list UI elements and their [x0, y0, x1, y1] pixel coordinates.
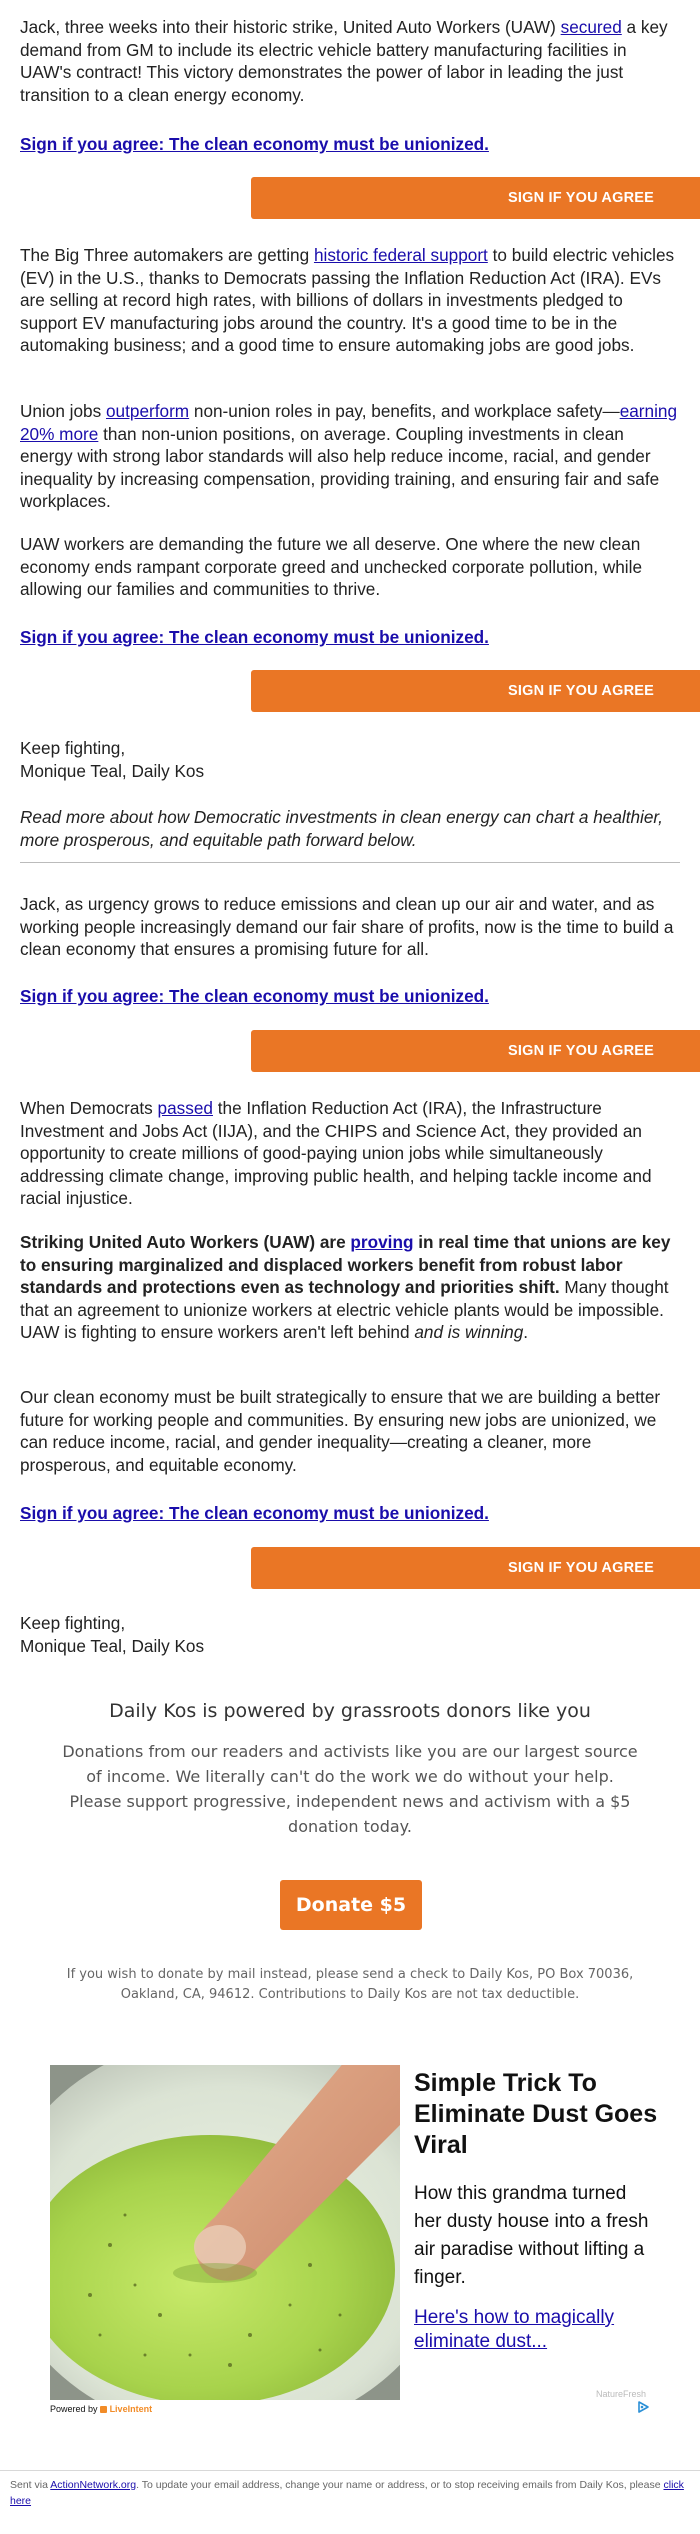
text: Jack, three weeks into their historic strike, United Auto Workers (UAW): [20, 17, 561, 37]
proving-link[interactable]: proving: [350, 1232, 414, 1252]
actionnetwork-link[interactable]: ActionNetwork.org: [50, 2479, 137, 2491]
text: the Inflation Reduction Act (IRA), the Infrastructure Investment and Jobs Act (IIJA), and the CHIPS and Science Act, they provided an opportunity to create millions of good-paying union jobs while simultaneously addressing climate change, improving public health, and helping tackle income and racial injustice.: [20, 1098, 652, 1208]
secured-link[interactable]: secured: [560, 17, 622, 37]
sign-link[interactable]: Sign if you agree: The clean economy must be unionized.: [20, 627, 489, 647]
sign-button[interactable]: SIGN IF YOU AGREE: [251, 670, 700, 712]
ad-title[interactable]: Simple Trick To Eliminate Dust Goes Viral: [414, 2069, 658, 2159]
signoff-name: Monique Teal, Daily Kos: [20, 1635, 205, 1656]
text: The Big Three automakers are getting: [20, 245, 314, 265]
donate-button[interactable]: Donate $5: [280, 1880, 422, 1930]
uaw-future-paragraph: UAW workers are demanding the future we all deserve. One where the new clean economy ends rampant corporate greed and unchecked corporate pollution, while allowing our families and communities to thrive.: [20, 534, 642, 599]
signoff-name: Monique Teal, Daily Kos: [20, 760, 205, 781]
sign-link[interactable]: Sign if you agree: The clean economy must be unionized.: [20, 1503, 489, 1523]
sign-button[interactable]: SIGN IF YOU AGREE: [251, 177, 700, 219]
sign-button[interactable]: SIGN IF YOU AGREE: [251, 1030, 700, 1072]
unsubscribe-link[interactable]: click here: [10, 2479, 684, 2507]
democrats-paragraph: [20, 1097, 680, 1210]
text: Powered by: [50, 2404, 98, 2414]
strategic-paragraph: Our clean economy must be built strategically to ensure that we are building a better future for working people and communities. By ensuring new jobs are unionized, we can reduce income, racial, and gender inequality—creating a cleaner, more prosperous, and equitable economy.: [20, 1387, 661, 1475]
ad-link[interactable]: Here's how to magically eliminate dust...: [414, 2307, 615, 2352]
passed-link[interactable]: passed: [157, 1098, 213, 1118]
signoff: [20, 737, 680, 782]
powered-by: [50, 2404, 152, 2414]
sign-button[interactable]: SIGN IF YOU AGREE: [251, 1547, 700, 1589]
striking-paragraph: [20, 1231, 680, 1344]
text: in real time that unions are key to ensuring marginalized and displaced workers benefit from robust labor standards and protections even as technology and priorities shift.: [20, 1232, 671, 1297]
text: non-union roles in pay, benefits, and workplace safety—: [189, 401, 620, 421]
mail-note: If you wish to donate by mail instead, please send a check to Daily Kos, PO Box 70036, Oakland, CA, 94612. Contributions to Daily Kos are not tax deductible.: [66, 1967, 634, 2002]
text: When Democrats: [20, 1098, 158, 1118]
text: . To update your email address, change your name or address, or to stop receiving emails from Daily Kos, please: [136, 2479, 664, 2491]
outperform-link[interactable]: outperform: [106, 401, 190, 421]
footer: [10, 2477, 690, 2509]
text: Many thought that an agreement to unionize workers at electric vehicle plants would be impossible. UAW is fighting to ensure workers aren't left behind: [20, 1277, 669, 1342]
read-more-note: Read more about how Democratic investments in clean energy can chart a healthier, more prosperous, and equitable path forward below.: [20, 807, 663, 850]
historic-federal-support-link[interactable]: historic federal support: [313, 245, 488, 265]
signoff-line: Keep fighting,: [20, 738, 126, 758]
text: Union jobs: [20, 401, 106, 421]
ad-image[interactable]: [50, 2065, 400, 2400]
signoff: [20, 1612, 680, 1657]
text: to build electric vehicles (EV) in the U.S., thanks to Democrats passing the Inflation Reduction Act (IRA). EVs are selling at record high rates, with billions of dollars in investments pledged to support EV manufacturing jobs around the country. It's a good time to be in the automaking business; and a good time to ensure automaking jobs are good jobs.: [20, 245, 675, 355]
text: .: [523, 1322, 529, 1342]
text: than non-union positions, on average. Coupling investments in clean energy with strong labor standards will also help reduce income, racial, and gender inequality by increasing compensation, providing training, and ensuring fair and safe workplaces.: [20, 423, 660, 511]
union-jobs-paragraph: [20, 400, 680, 513]
section-divider: [20, 862, 680, 863]
text: Sent via: [10, 2479, 51, 2491]
adchoices-icon[interactable]: [636, 2400, 650, 2414]
ad-photo: [50, 2065, 400, 2400]
ad-body: How this grandma turned her dusty house into a fresh air paradise without lifting a finger.: [414, 2183, 649, 2288]
text: Striking United Auto Workers (UAW) are: [20, 1232, 351, 1252]
donor-title: Daily Kos is powered by grassroots donors like you: [109, 1700, 591, 1722]
text: a key demand from GM to include its electric vehicle battery manufacturing facilities in UAW's contract! This victory demonstrates the power of labor in leading the just transition to a clean energy economy.: [20, 17, 668, 105]
footer-divider: [0, 2470, 700, 2471]
earning-link[interactable]: earning 20% more: [20, 401, 678, 444]
sign-link[interactable]: Sign if you agree: The clean economy must be unionized.: [20, 986, 489, 1006]
signoff-line: Keep fighting,: [20, 1613, 126, 1633]
liveintent-logo-icon: [100, 2406, 107, 2413]
donor-body: Donations from our readers and activists like you are our largest source of income. We literally can't do the work we do without your help. Please support progressive, independent news and activism with a $5 donation today.: [62, 1742, 638, 1836]
big-three-paragraph: [20, 244, 680, 357]
text: LiveIntent: [109, 2404, 153, 2414]
urgency-paragraph: Jack, as urgency grows to reduce emissions and clean up our air and water, and as working people increasingly demand our fair share of profits, now is the time to build a clean economy that ensures a promising future for all.: [20, 894, 674, 959]
ad-brand: NatureFresh: [596, 2389, 647, 2399]
text: and is winning: [414, 1322, 524, 1342]
intro-paragraph: [20, 16, 680, 106]
sign-link[interactable]: Sign if you agree: The clean economy must be unionized.: [20, 134, 489, 154]
